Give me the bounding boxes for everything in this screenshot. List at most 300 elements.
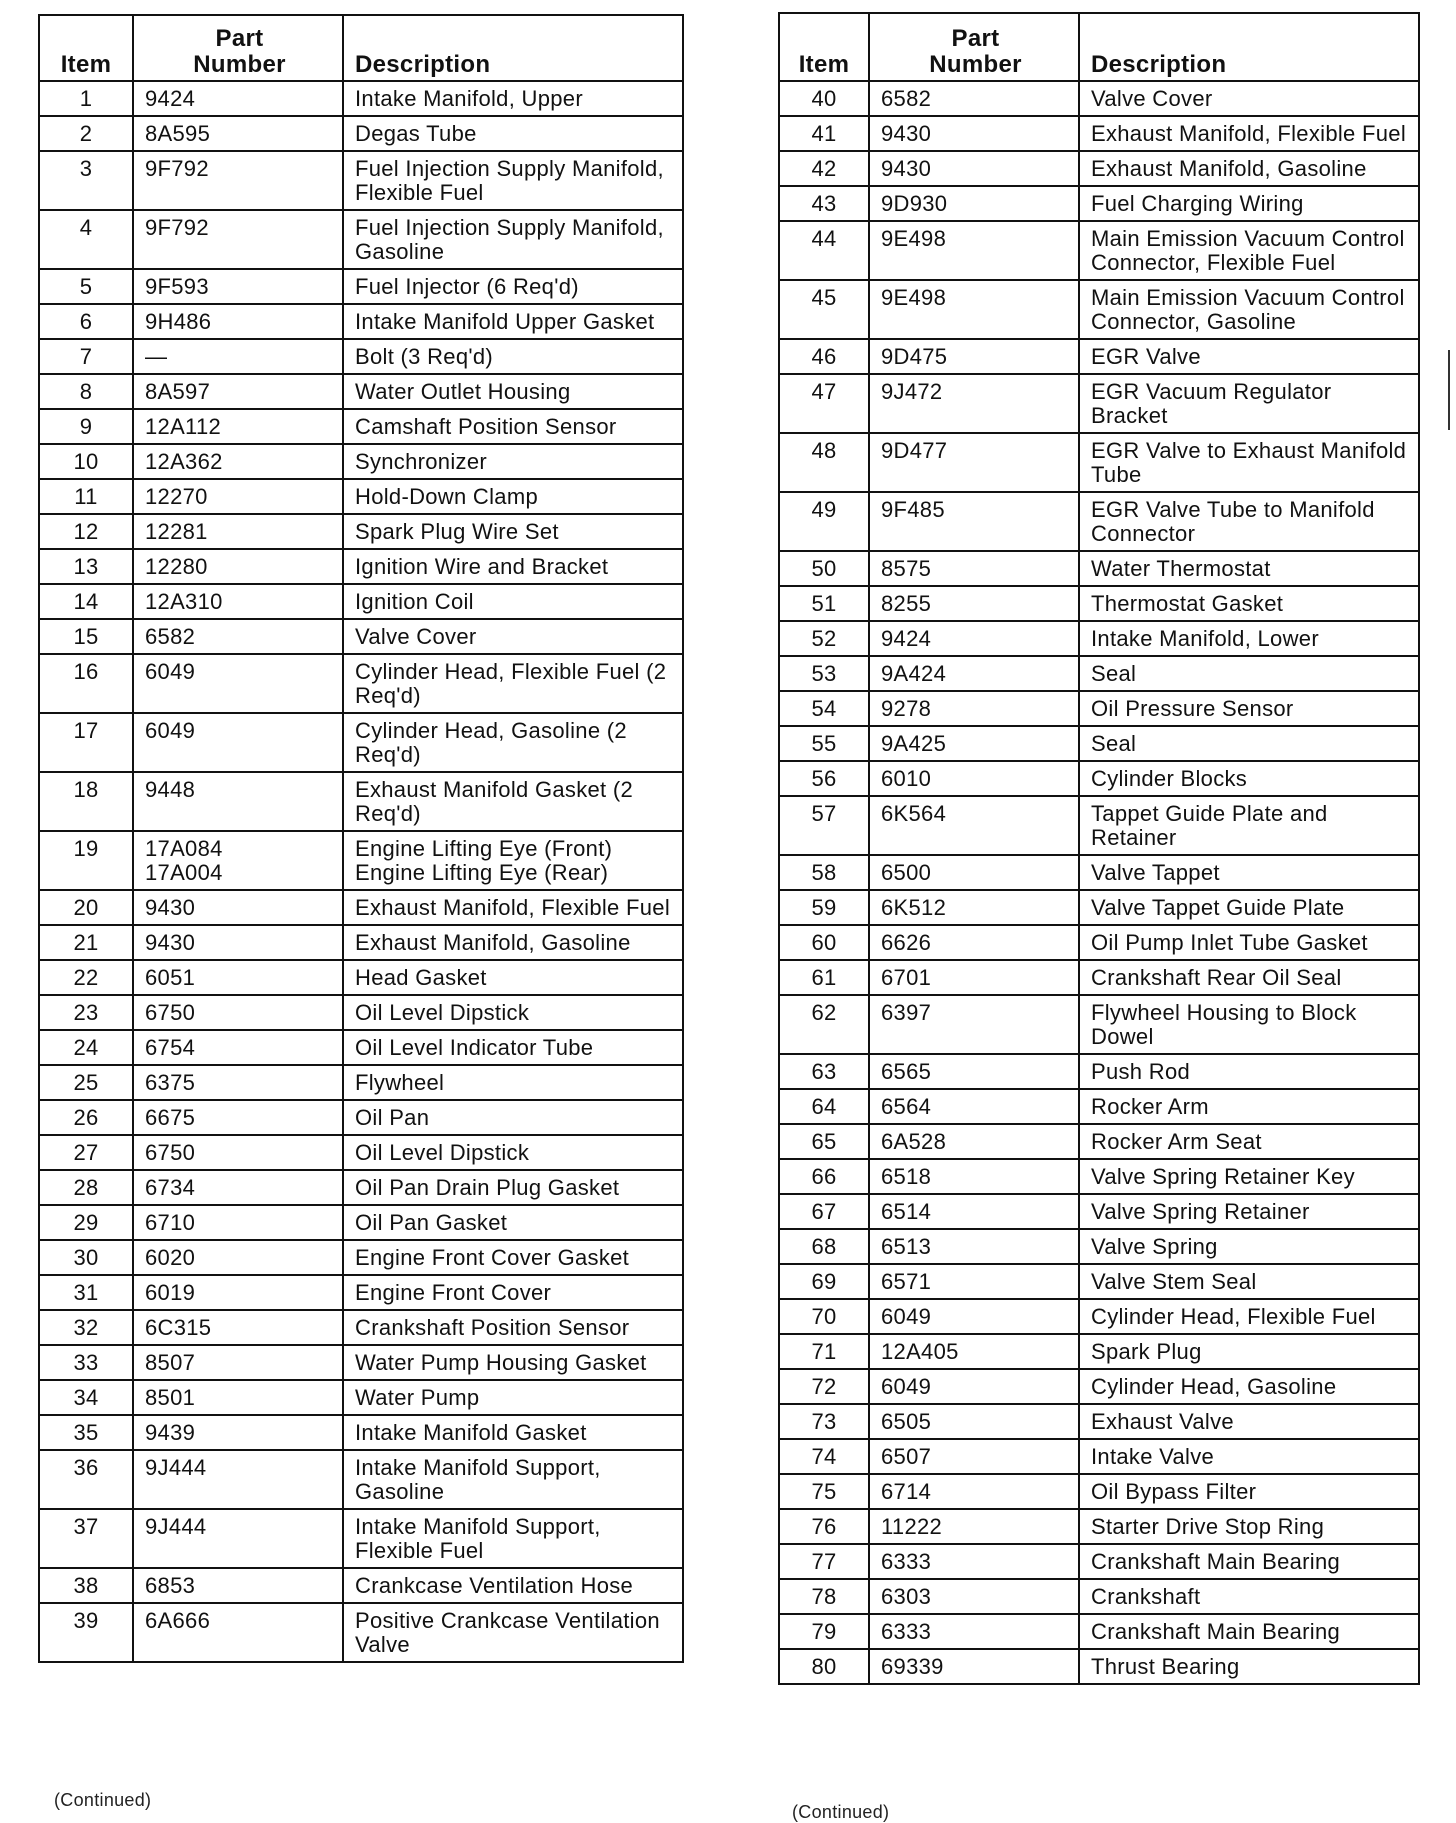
item-number: 45 (779, 280, 869, 339)
description: Intake Manifold Gasket (343, 1415, 683, 1450)
table-row (779, 151, 1419, 186)
part-number: 6675 (133, 1100, 343, 1135)
description: Water Thermostat (1079, 551, 1419, 586)
table-row (779, 1334, 1419, 1369)
table-row (779, 339, 1419, 374)
description: Rocker Arm Seat (1079, 1124, 1419, 1159)
item-number: 6 (39, 304, 133, 339)
table-row (39, 409, 683, 444)
description: Valve Stem Seal (1079, 1264, 1419, 1299)
description: Flywheel (343, 1065, 683, 1100)
description: Thrust Bearing (1079, 1649, 1419, 1684)
description: Intake Manifold, Lower (1079, 621, 1419, 656)
table-row (779, 656, 1419, 691)
part-number: 9448 (133, 772, 343, 831)
description: Flywheel Housing to Block Dowel (1079, 995, 1419, 1054)
part-number-header-line2: Number (929, 51, 1022, 78)
part-number: 6513 (869, 1229, 1079, 1264)
parts-table-right-body (779, 81, 1419, 1684)
part-number: 6049 (133, 713, 343, 772)
item-number: 65 (779, 1124, 869, 1159)
description: Crankshaft (1079, 1579, 1419, 1614)
description: Fuel Charging Wiring (1079, 186, 1419, 221)
table-row (39, 210, 683, 269)
part-number: 6019 (133, 1275, 343, 1310)
table-row (39, 1509, 683, 1568)
part-number: 12281 (133, 514, 343, 549)
part-number: 9J472 (869, 374, 1079, 433)
description-header: Description (343, 15, 683, 81)
table-row (39, 1135, 683, 1170)
item-number: 23 (39, 995, 133, 1030)
table-row (779, 81, 1419, 116)
description: Valve Cover (343, 619, 683, 654)
description: Seal (1079, 656, 1419, 691)
item-number: 28 (39, 1170, 133, 1205)
description: Crankshaft Main Bearing (1079, 1544, 1419, 1579)
table-row (779, 433, 1419, 492)
part-number: 6582 (133, 619, 343, 654)
part-number: 12A405 (869, 1334, 1079, 1369)
part-number: 6571 (869, 1264, 1079, 1299)
table-row (39, 304, 683, 339)
part-number: 8A597 (133, 374, 343, 409)
table-row (39, 1205, 683, 1240)
part-number: 6734 (133, 1170, 343, 1205)
table-row (779, 1124, 1419, 1159)
table-row (39, 1065, 683, 1100)
description: Seal (1079, 726, 1419, 761)
table-row (779, 1579, 1419, 1614)
table-row (39, 619, 683, 654)
part-number: 6010 (869, 761, 1079, 796)
item-number: 7 (39, 339, 133, 374)
item-number: 46 (779, 339, 869, 374)
table-row (39, 1275, 683, 1310)
description-header: Description (1079, 13, 1419, 81)
part-number: 9E498 (869, 221, 1079, 280)
description: Valve Spring Retainer (1079, 1194, 1419, 1229)
part-number: 8255 (869, 586, 1079, 621)
part-number: 9430 (869, 116, 1079, 151)
part-number: 9F792 (133, 151, 343, 210)
part-number: 9D930 (869, 186, 1079, 221)
item-number: 34 (39, 1380, 133, 1415)
item-number: 76 (779, 1509, 869, 1544)
part-number: 9D475 (869, 339, 1079, 374)
table-row (39, 654, 683, 713)
item-header: Item (39, 15, 133, 81)
item-number: 63 (779, 1054, 869, 1089)
table-row (39, 81, 683, 116)
item-header: Item (779, 13, 869, 81)
description: Exhaust Manifold, Gasoline (1079, 151, 1419, 186)
part-number: 9430 (869, 151, 1079, 186)
table-row (779, 1054, 1419, 1089)
description: Cylinder Head, Flexible Fuel (1079, 1299, 1419, 1334)
part-number: 6564 (869, 1089, 1079, 1124)
description: Engine Front Cover (343, 1275, 683, 1310)
part-number: 8507 (133, 1345, 343, 1380)
item-number: 31 (39, 1275, 133, 1310)
part-number: 6500 (869, 855, 1079, 890)
item-number: 66 (779, 1159, 869, 1194)
part-number: 6507 (869, 1439, 1079, 1474)
item-number: 26 (39, 1100, 133, 1135)
description: Oil Level Dipstick (343, 1135, 683, 1170)
description: Spark Plug (1079, 1334, 1419, 1369)
item-number: 3 (39, 151, 133, 210)
table-row (39, 713, 683, 772)
item-number: 41 (779, 116, 869, 151)
item-number: 77 (779, 1544, 869, 1579)
part-number: 9F485 (869, 492, 1079, 551)
description: Valve Spring Retainer Key (1079, 1159, 1419, 1194)
table-row (779, 586, 1419, 621)
description: Fuel Injection Supply Manifold, Flexible Fuel (343, 151, 683, 210)
table-row (779, 1299, 1419, 1334)
description: Tappet Guide Plate and Retainer (1079, 796, 1419, 855)
table-row (779, 995, 1419, 1054)
item-number: 73 (779, 1404, 869, 1439)
item-number: 4 (39, 210, 133, 269)
table-row (779, 1509, 1419, 1544)
table-row (779, 1439, 1419, 1474)
item-number: 33 (39, 1345, 133, 1380)
table-row (39, 269, 683, 304)
part-number: 6051 (133, 960, 343, 995)
description: Exhaust Manifold, Gasoline (343, 925, 683, 960)
table-row (779, 1474, 1419, 1509)
table-row (39, 1415, 683, 1450)
description: Exhaust Manifold, Flexible Fuel (343, 890, 683, 925)
description: Degas Tube (343, 116, 683, 151)
description: Oil Pan (343, 1100, 683, 1135)
description: Valve Spring (1079, 1229, 1419, 1264)
description: Oil Pressure Sensor (1079, 691, 1419, 726)
part-number: 12A310 (133, 584, 343, 619)
item-number: 25 (39, 1065, 133, 1100)
part-number: — (133, 339, 343, 374)
item-number: 37 (39, 1509, 133, 1568)
table-row (39, 444, 683, 479)
continued-note-right: (Continued) (792, 1802, 890, 1822)
part-number: 6701 (869, 960, 1079, 995)
table-row (779, 1264, 1419, 1299)
table-row (779, 890, 1419, 925)
part-number: 6A666 (133, 1603, 343, 1662)
description: Cylinder Blocks (1079, 761, 1419, 796)
part-number: 6582 (869, 81, 1079, 116)
table-row (779, 1369, 1419, 1404)
table-row (39, 1450, 683, 1509)
part-number: 8501 (133, 1380, 343, 1415)
table-row (779, 1544, 1419, 1579)
item-number: 24 (39, 1030, 133, 1065)
description: Camshaft Position Sensor (343, 409, 683, 444)
table-row (779, 1404, 1419, 1439)
part-number: 9J444 (133, 1509, 343, 1568)
item-number: 18 (39, 772, 133, 831)
item-number: 55 (779, 726, 869, 761)
part-number: 8575 (869, 551, 1079, 586)
description: Crankshaft Rear Oil Seal (1079, 960, 1419, 995)
table-row (779, 116, 1419, 151)
table-row (39, 1240, 683, 1275)
description: Main Emission Vacuum Control Connector, Gasoline (1079, 280, 1419, 339)
item-number: 16 (39, 654, 133, 713)
part-number: 6303 (869, 1579, 1079, 1614)
description: EGR Vacuum Regulator Bracket (1079, 374, 1419, 433)
part-number: 9F792 (133, 210, 343, 269)
description: Oil Pan Gasket (343, 1205, 683, 1240)
table-row (779, 726, 1419, 761)
part-number: 12A362 (133, 444, 343, 479)
part-number-header (869, 13, 1079, 81)
item-number: 20 (39, 890, 133, 925)
item-number: 48 (779, 433, 869, 492)
description: Crankshaft Position Sensor (343, 1310, 683, 1345)
table-row (779, 796, 1419, 855)
table-row (39, 374, 683, 409)
part-number: 6750 (133, 1135, 343, 1170)
item-number: 50 (779, 551, 869, 586)
table-row (779, 1159, 1419, 1194)
item-number: 61 (779, 960, 869, 995)
part-number: 6A528 (869, 1124, 1079, 1159)
table-row (779, 925, 1419, 960)
item-number: 10 (39, 444, 133, 479)
description: EGR Valve Tube to Manifold Connector (1079, 492, 1419, 551)
table-row (39, 116, 683, 151)
item-number: 12 (39, 514, 133, 549)
item-number: 54 (779, 691, 869, 726)
table-row (779, 1229, 1419, 1264)
item-number: 80 (779, 1649, 869, 1684)
table-row (779, 551, 1419, 586)
part-number: 9430 (133, 890, 343, 925)
description: Exhaust Valve (1079, 1404, 1419, 1439)
description: EGR Valve (1079, 339, 1419, 374)
table-row (39, 479, 683, 514)
description: Ignition Wire and Bracket (343, 549, 683, 584)
description: Crankcase Ventilation Hose (343, 1568, 683, 1603)
part-number: 6514 (869, 1194, 1079, 1229)
item-number: 62 (779, 995, 869, 1054)
part-number: 6710 (133, 1205, 343, 1240)
description: Exhaust Manifold Gasket (2 Req'd) (343, 772, 683, 831)
part-number: 9A424 (869, 656, 1079, 691)
table-row (779, 855, 1419, 890)
part-number: 6333 (869, 1614, 1079, 1649)
part-number: 9E498 (869, 280, 1079, 339)
table-row (39, 831, 683, 890)
description: Oil Bypass Filter (1079, 1474, 1419, 1509)
part-number: 9H486 (133, 304, 343, 339)
table-row (39, 339, 683, 374)
item-number: 8 (39, 374, 133, 409)
table-row (39, 1170, 683, 1205)
description: Valve Tappet (1079, 855, 1419, 890)
part-number: 8A595 (133, 116, 343, 151)
item-number: 43 (779, 186, 869, 221)
table-row (39, 1603, 683, 1662)
part-number: 6020 (133, 1240, 343, 1275)
part-number: 6754 (133, 1030, 343, 1065)
part-number: 17A084 17A004 (133, 831, 343, 890)
table-row (779, 1089, 1419, 1124)
part-number: 6333 (869, 1544, 1079, 1579)
part-number: 6853 (133, 1568, 343, 1603)
item-number: 29 (39, 1205, 133, 1240)
item-number: 49 (779, 492, 869, 551)
part-number: 9278 (869, 691, 1079, 726)
item-number: 21 (39, 925, 133, 960)
table-row (39, 1380, 683, 1415)
description: Oil Level Indicator Tube (343, 1030, 683, 1065)
table-row (779, 186, 1419, 221)
table-row (779, 492, 1419, 551)
table-row (39, 514, 683, 549)
item-number: 70 (779, 1299, 869, 1334)
part-number: 6518 (869, 1159, 1079, 1194)
table-row (39, 925, 683, 960)
item-number: 71 (779, 1334, 869, 1369)
table-row (39, 995, 683, 1030)
item-number: 58 (779, 855, 869, 890)
part-number: 6375 (133, 1065, 343, 1100)
part-number: 12A112 (133, 409, 343, 444)
part-number: 9424 (133, 81, 343, 116)
item-number: 68 (779, 1229, 869, 1264)
part-number: 9430 (133, 925, 343, 960)
item-number: 75 (779, 1474, 869, 1509)
item-number: 38 (39, 1568, 133, 1603)
item-number: 17 (39, 713, 133, 772)
item-number: 1 (39, 81, 133, 116)
item-number: 42 (779, 151, 869, 186)
part-number: 6565 (869, 1054, 1079, 1089)
description: Hold-Down Clamp (343, 479, 683, 514)
part-number: 6K564 (869, 796, 1079, 855)
item-number: 79 (779, 1614, 869, 1649)
description: Oil Level Dipstick (343, 995, 683, 1030)
item-number: 11 (39, 479, 133, 514)
table-row (779, 280, 1419, 339)
description: Cylinder Head, Gasoline (1079, 1369, 1419, 1404)
scan-margin-mark (1448, 350, 1450, 430)
table-row (39, 960, 683, 995)
table-row (779, 691, 1419, 726)
description: Intake Manifold Support, Gasoline (343, 1450, 683, 1509)
item-number: 19 (39, 831, 133, 890)
part-number-header (133, 15, 343, 81)
table-row (779, 221, 1419, 280)
table-row (39, 1310, 683, 1345)
part-number: 9A425 (869, 726, 1079, 761)
table-row (39, 1100, 683, 1135)
item-number: 32 (39, 1310, 133, 1345)
description: Positive Crankcase Ventilation Valve (343, 1603, 683, 1662)
parts-table-right (778, 12, 1420, 1685)
table-row (779, 374, 1419, 433)
item-number: 44 (779, 221, 869, 280)
description: Water Outlet Housing (343, 374, 683, 409)
table-row (39, 1030, 683, 1065)
part-number: 9424 (869, 621, 1079, 656)
table-row (779, 761, 1419, 796)
table-row (39, 584, 683, 619)
item-number: 60 (779, 925, 869, 960)
part-number: 9F593 (133, 269, 343, 304)
description: EGR Valve to Exhaust Manifold Tube (1079, 433, 1419, 492)
description: Water Pump Housing Gasket (343, 1345, 683, 1380)
part-number: 6049 (133, 654, 343, 713)
description: Fuel Injection Supply Manifold, Gasoline (343, 210, 683, 269)
part-number: 6626 (869, 925, 1079, 960)
description: Valve Cover (1079, 81, 1419, 116)
item-number: 35 (39, 1415, 133, 1450)
item-number: 51 (779, 586, 869, 621)
description: Cylinder Head, Flexible Fuel (2 Req'd) (343, 654, 683, 713)
part-number: 9439 (133, 1415, 343, 1450)
description: Water Pump (343, 1380, 683, 1415)
description: Main Emission Vacuum Control Connector, Flexible Fuel (1079, 221, 1419, 280)
part-number: 6K512 (869, 890, 1079, 925)
item-number: 59 (779, 890, 869, 925)
table-row (779, 1194, 1419, 1229)
table-row (39, 151, 683, 210)
description: Push Rod (1079, 1054, 1419, 1089)
part-number: 6505 (869, 1404, 1079, 1439)
part-number: 12280 (133, 549, 343, 584)
item-number: 52 (779, 621, 869, 656)
description: Starter Drive Stop Ring (1079, 1509, 1419, 1544)
item-number: 53 (779, 656, 869, 691)
part-number: 11222 (869, 1509, 1079, 1544)
item-number: 74 (779, 1439, 869, 1474)
item-number: 78 (779, 1579, 869, 1614)
description: Spark Plug Wire Set (343, 514, 683, 549)
item-number: 30 (39, 1240, 133, 1275)
table-row (39, 772, 683, 831)
part-number-header-line1: Part (215, 25, 264, 52)
description: Intake Manifold Upper Gasket (343, 304, 683, 339)
item-number: 40 (779, 81, 869, 116)
part-number: 6049 (869, 1369, 1079, 1404)
table-row (39, 549, 683, 584)
part-number: 9J444 (133, 1450, 343, 1509)
parts-table-left-body (39, 81, 683, 1662)
part-number: 69339 (869, 1649, 1079, 1684)
table-row (779, 960, 1419, 995)
table-row (779, 1649, 1419, 1684)
description: Crankshaft Main Bearing (1079, 1614, 1419, 1649)
item-number: 69 (779, 1264, 869, 1299)
header-row (779, 13, 1419, 81)
item-number: 39 (39, 1603, 133, 1662)
description: Thermostat Gasket (1079, 586, 1419, 621)
item-number: 22 (39, 960, 133, 995)
table-row (39, 1345, 683, 1380)
item-number: 15 (39, 619, 133, 654)
description: Oil Pump Inlet Tube Gasket (1079, 925, 1419, 960)
item-number: 14 (39, 584, 133, 619)
continued-note-left: (Continued) (54, 1790, 152, 1810)
item-number: 27 (39, 1135, 133, 1170)
description: Oil Pan Drain Plug Gasket (343, 1170, 683, 1205)
item-number: 67 (779, 1194, 869, 1229)
